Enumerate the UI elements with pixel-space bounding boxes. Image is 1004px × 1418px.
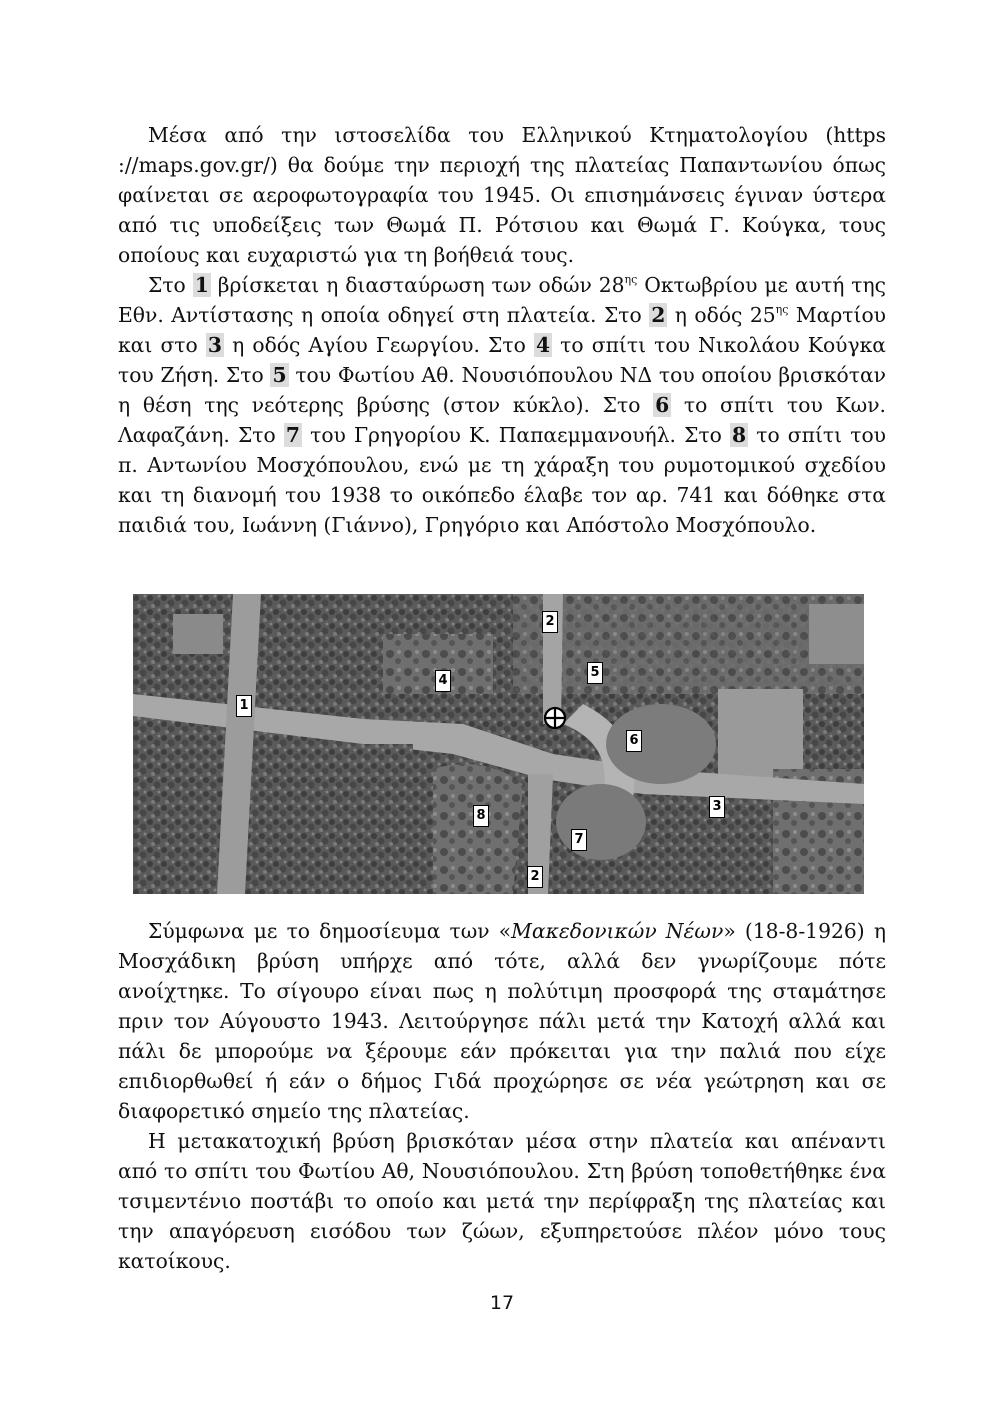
aerial-photograph [133,594,864,894]
marker-ref-8: 8 [732,423,747,447]
paragraph-history [118,916,886,1126]
text-block-top [118,120,886,540]
text-block-bottom [118,916,886,1276]
marker-ref-5: 5 [272,363,287,387]
paragraph-legend [118,270,886,540]
text-run: το σπίτι του Νικολάου Κούγκα του Ζήση. Στο [118,333,886,387]
map-marker-7: 7 [571,829,587,851]
text-run: του Γρηγορίου Κ. Παπαεμμανουήλ. Στο [301,423,731,447]
text-run: Μαρτίου και στο [118,303,887,357]
paragraph-postwar: Η μετακατοχική βρύση βρισκόταν μέσα στην πλατεία και απέναντι από το σπίτι του Φωτίου Αθ, Νουσιόπουλου. Στη βρύση τοποθετήθηκε ένα τσιμεντένιο ποστάβι το οποίο και μετά την περίφραξη της πλατείας και την απαγόρευση εισόδου των ζώων, εξυπηρετούσε πλέον μόνο τους κατοίκους. [118,1129,886,1273]
text-run: Οκτωβρίου με αυτή της Εθν. Αντίστασης η οποία οδηγεί στη πλατεία. Στο [118,273,886,327]
aerial-photo-drawing [133,594,864,894]
map-marker-5: 5 [587,662,603,684]
ordinal-suffix: ης [775,303,789,316]
marker-ref-2: 2 [651,303,666,327]
marker-ref-4: 4 [535,333,551,357]
map-marker-3: 3 [709,796,725,818]
map-marker-1: 1 [236,695,252,717]
text-run: η οδός Αγίου Γεωργίου. Στο [223,333,534,357]
text-run: Στο [148,273,193,297]
fountain-location-icon [543,706,567,730]
marker-ref-1: 1 [194,273,209,297]
page-number: 17 [489,1292,515,1314]
text-run: βρίσκεται η διασταύρωση των οδών 28 [210,273,625,297]
map-marker-4: 4 [435,670,451,692]
map-marker-6: 6 [626,730,642,752]
map-marker-2-bottom: 2 [527,866,543,888]
map-marker-2-top: 2 [542,611,558,633]
text-run: Σύμφωνα με το δημοσίευμα των « [148,919,512,943]
text-run: το σπίτι του π. Αντωνίου Μοσχόπουλου, ενώ με τη χάραξη του ρυμοτομικού σχεδίου και τη διανομή του 1938 το οικόπεδο έλαβε τον αρ. 741 και δόθηκε στα παιδιά του, Ιωάννη (Γιάννο), Γρηγόριο και Απόστολο Μοσχόπουλο. [118,423,886,537]
marker-ref-7: 7 [285,423,300,447]
text-run: » (18-8-1926) η Μοσχάδικη βρύση υπήρχε από τότε, αλλά δεν γνωρίζουμε πότε ανοίχτηκε. Το σίγουρο είναι πως η πολύτιμη προσφορά της σταμάτησε πριν τον Αύγουστο 1943. Λειτούργησε πάλι μετά την Κατοχή αλλά και πάλι δε μπορούμε να ξέρουμε εάν πρόκειται για την παλιά που είχε επιδιορθωθεί ή εάν ο δήμος Γιδά προχώρησε σε νέα γεώτρηση και σε διαφορετικό σημείο της πλατείας. [118,919,886,1123]
marker-ref-3: 3 [207,333,222,357]
newspaper-title: Μακεδονικών Νέων [511,919,724,943]
text-run: το σπίτι του Κων. Λαφαζάνη. Στο [118,393,886,447]
paragraph-intro: Μέσα από την ιστοσελίδα του Ελληνικού Κτηματολογίου (https ://maps.gov.gr/) θα δούμε την περιοχή της πλατείας Παπαντωνίου όπως φαίνεται σε αεροφωτογραφία του 1945. Οι επισημάνσεις έγιναν ύστερα από τις υποδείξεις των Θωμά Π. Ρότσιου και Θωμά Γ. Κούγκα, τους οποίους και ευχαριστώ για τη βοήθειά τους. [118,123,886,267]
marker-ref-6: 6 [655,393,670,417]
ordinal-suffix: ης [624,273,638,286]
map-marker-8: 8 [473,805,489,827]
text-run: του Φωτίου Αθ. Νουσιόπουλου ΝΔ του οποίου βρισκόταν η θέση της νεότερης βρύσης (στον κύκλο). Στο [118,363,886,417]
text-run: η οδός 25 [667,303,776,327]
